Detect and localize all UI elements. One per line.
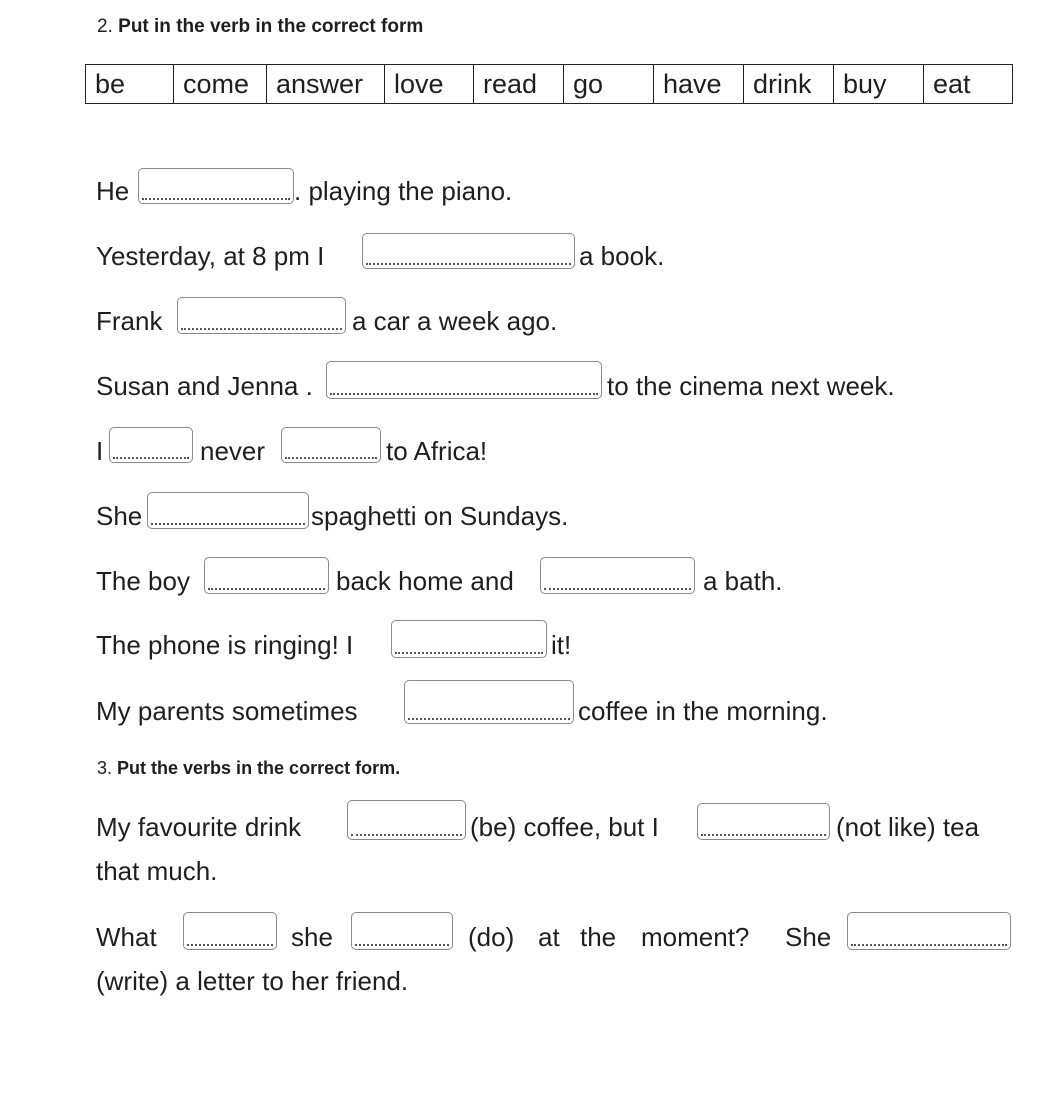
exercise-2-heading xyxy=(97,16,423,38)
word-bank-table xyxy=(85,64,1013,104)
sentence-text: spaghetti on Sundays. xyxy=(311,501,569,531)
answer-input[interactable] xyxy=(138,168,294,204)
answer-input[interactable] xyxy=(847,912,1011,950)
exercise-3-heading xyxy=(97,758,400,779)
sentence-text: She xyxy=(96,501,143,531)
answer-input[interactable] xyxy=(281,427,381,463)
answer-input[interactable] xyxy=(347,800,466,840)
answer-input[interactable] xyxy=(351,912,453,950)
answer-input[interactable] xyxy=(540,557,695,594)
sentence-text: it! xyxy=(551,630,572,660)
sentence-text: moment? xyxy=(641,922,750,952)
word-bank-cell: read xyxy=(474,65,564,104)
sentence-text: My favourite drink xyxy=(96,812,302,842)
exercise-instruction: Put in the verb in the correct form xyxy=(118,16,424,37)
exercise-instruction: Put the verbs in the correct form. xyxy=(117,758,401,778)
word-bank-cell: answer xyxy=(267,65,385,104)
sentence-text: Susan and Jenna . xyxy=(96,371,313,401)
sentence-text: back home and xyxy=(336,566,514,596)
sentence-text: a book. xyxy=(579,241,665,271)
sentence-text: that much. xyxy=(96,856,218,886)
sentence-text: coffee in the morning. xyxy=(578,696,828,726)
sentence-text: to the cinema next week. xyxy=(607,371,895,401)
sentence-text: a car a week ago. xyxy=(352,306,558,336)
exercise-number: 2. xyxy=(97,16,113,37)
word-bank-cell: buy xyxy=(834,65,924,104)
sentence-text: Frank xyxy=(96,306,163,336)
sentence-text: My parents sometimes xyxy=(96,696,358,726)
sentence-text: The boy xyxy=(96,566,190,596)
sentence-text: The phone is ringing! I xyxy=(96,630,354,660)
word-bank-cell: drink xyxy=(744,65,834,104)
answer-input[interactable] xyxy=(326,361,602,399)
word-bank-cell: be xyxy=(86,65,174,104)
sentence-text: Yesterday, at 8 pm I xyxy=(96,241,325,271)
answer-input[interactable] xyxy=(404,680,574,724)
sentence-text: What xyxy=(96,922,157,952)
sentence-text: . playing the piano. xyxy=(294,176,513,206)
sentence-text: (write) a letter to her friend. xyxy=(96,966,409,996)
sentence-text: at xyxy=(538,922,560,952)
exercise-number: 3. xyxy=(97,758,113,778)
answer-input[interactable] xyxy=(109,427,193,463)
answer-input[interactable] xyxy=(697,803,830,840)
sentence-text: He xyxy=(96,176,130,206)
answer-input[interactable] xyxy=(147,492,309,529)
word-bank-cell: love xyxy=(385,65,474,104)
sentence-text: She xyxy=(785,922,832,952)
sentence-text: (not like) tea xyxy=(836,812,980,842)
answer-input[interactable] xyxy=(362,233,575,269)
sentence-text: I xyxy=(96,436,104,466)
word-bank-cell: have xyxy=(654,65,744,104)
sentence-text: (be) coffee, but I xyxy=(470,812,659,842)
answer-input[interactable] xyxy=(391,620,547,658)
word-bank-cell: eat xyxy=(924,65,1013,104)
answer-input[interactable] xyxy=(177,297,346,334)
answer-input[interactable] xyxy=(183,912,277,950)
sentence-text: to Africa! xyxy=(386,436,488,466)
sentence-text: a bath. xyxy=(703,566,783,596)
answer-input[interactable] xyxy=(204,557,329,594)
sentence-text: she xyxy=(291,922,333,952)
word-bank-cell: go xyxy=(564,65,654,104)
sentence-text: the xyxy=(580,922,617,952)
word-bank-cell: come xyxy=(174,65,267,104)
sentence-text: never xyxy=(200,436,266,466)
sentence-text: (do) xyxy=(468,922,515,952)
